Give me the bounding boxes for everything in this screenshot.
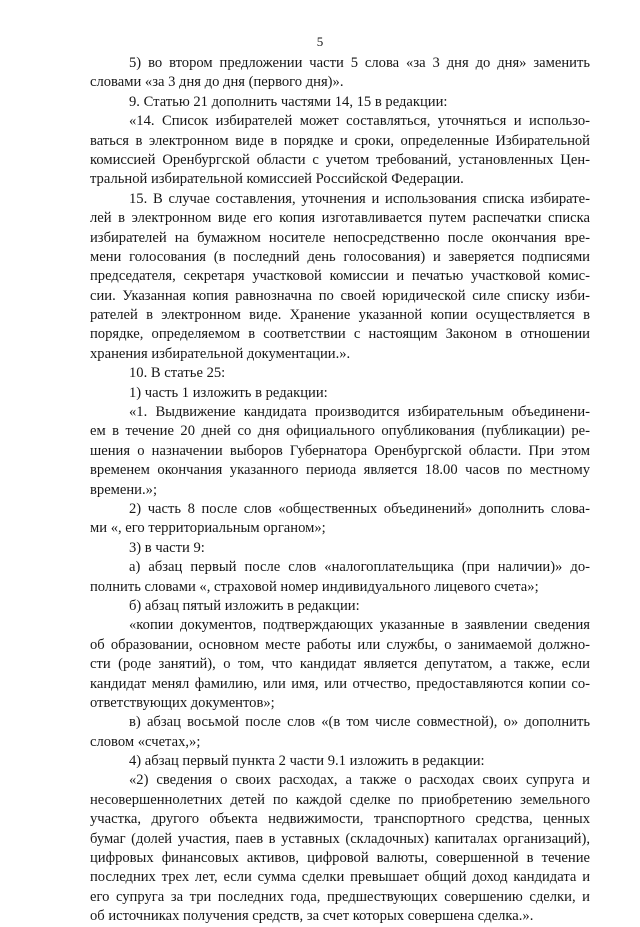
text-line: несовершеннолетних детей по каждой сделке по приобретению земельного xyxy=(90,791,590,808)
text-line: участка, другого объекта недвижимости, транспортного средства, ценных xyxy=(90,811,590,828)
text-line: об источниках получения средств, за счет которых совершена сделка.». xyxy=(90,908,534,925)
page-number: 5 xyxy=(316,34,324,49)
text-line: бумаг (долей участия, паев в уставных (складочных) капиталах организаций), xyxy=(90,830,590,847)
text-line: избирателей на бумажном носителе непосредственно после окончания вре- xyxy=(90,229,590,246)
text-line: временем окончания указанного периода является 18.00 часов по местному xyxy=(90,462,590,479)
text-line: рателей в электронном виде. Хранение указанной копии осуществляется в xyxy=(90,307,590,324)
text-line: б) абзац пятый изложить в редакции: xyxy=(129,597,360,614)
text-line: сти (роде занятий), о том, что кандидат является депутатом, а также, если xyxy=(90,656,590,673)
document-body xyxy=(90,54,590,927)
text-line: «копии документов, подтверждающих указанные в заявлении сведения xyxy=(129,617,590,634)
text-line: сии. Указанная копия равнозначна по своей юридической силе списку изби- xyxy=(90,287,590,304)
text-line: в) абзац восьмой после слов «(в том числе совместной), о» дополнить xyxy=(129,714,590,731)
text-line: лей в электронном виде его копия изготавливается путем распечатки списка xyxy=(90,210,590,227)
text-line: «1. Выдвижение кандидата производится избирательным объединени- xyxy=(129,404,590,421)
text-line: 2) часть 8 после слов «общественных объединений» дополнить слова- xyxy=(129,500,590,517)
text-line: комиссией Оренбургской области с учетом требований, установленных Цен- xyxy=(90,151,590,168)
text-line: кандидат менял фамилию, или имя, или отчество, предоставляются копии со- xyxy=(90,675,590,692)
text-line: 3) в части 9: xyxy=(129,539,205,556)
text-line: 5) во втором предложении части 5 слова «за 3 дня до дня» заменить xyxy=(129,55,590,71)
text-line: ем в течение 20 дней со дня официального опубликования (публикации) ре- xyxy=(90,423,590,440)
text-line: шения о назначении выборов Губернатора Оренбургской области. При этом xyxy=(90,442,590,459)
text-line: «2) сведения о своих расходах, а также о расходах своих супруга и xyxy=(129,772,590,789)
text-line: ваться в электронном виде в порядке и сроки, определенные Избирательной xyxy=(90,132,590,149)
text-line: его супруга за три последних года, предшествующих совершению сделки, и xyxy=(90,888,590,905)
text-line: ответствующих документов»; xyxy=(90,694,275,711)
text-line: 9. Статью 21 дополнить частями 14, 15 в редакции: xyxy=(129,93,448,110)
text-line: словом «счетах,»; xyxy=(90,733,201,750)
text-line: «14. Список избирателей может составляться, уточняться и использо- xyxy=(129,113,590,130)
text-line: ми «, его территориальным органом»; xyxy=(90,520,326,537)
text-line: тральной избирательной комиссией Российской Федерации. xyxy=(90,171,464,188)
text-line: последних трех лет, если сумма сделки превышает общий доход кандидата и xyxy=(90,869,590,886)
text-line: хранения избирательной документации.». xyxy=(90,345,351,362)
text-line: полнить словами «, страховой номер индивидуального лицевого счета»; xyxy=(90,578,539,595)
text-line: цифровых финансовых активов, цифровой валюты, совершенной в течение xyxy=(90,850,590,867)
text-line: председателя, секретаря участковой комиссии и печатью участковой комис- xyxy=(90,268,590,285)
text-line: времени.»; xyxy=(90,481,157,498)
text-line: словами «за 3 дня до дня (первого дня)». xyxy=(90,74,344,91)
text-line: 10. В статье 25: xyxy=(129,365,226,382)
text-line: 1) часть 1 изложить в редакции: xyxy=(129,384,328,401)
text-line: 4) абзац первый пункта 2 части 9.1 изложить в редакции: xyxy=(129,753,485,770)
text-line: 15. В случае составления, уточнения и использования списка избирате- xyxy=(129,190,590,207)
text-line: об образовании, основном месте работы или службы, о занимаемой должно- xyxy=(90,636,590,653)
text-line: мени голосования (в последний день голосования) и заверяется подписями xyxy=(90,248,590,265)
text-line: а) абзац первый после слов «налогоплательщика (при наличии)» до- xyxy=(129,559,590,576)
text-line: порядке, определяемом в соответствии с настоящим Законом в отношении xyxy=(90,326,590,343)
